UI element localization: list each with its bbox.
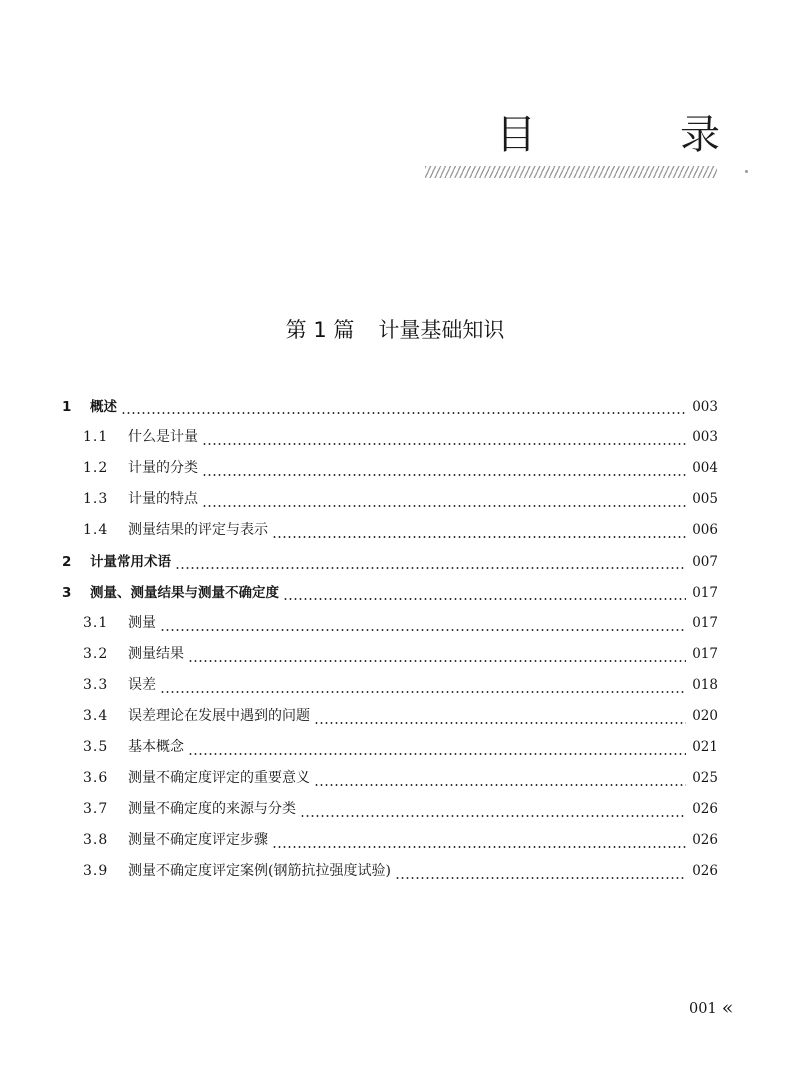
toc-entry-title: 测量、测量结果与测量不确定度 [90, 585, 279, 601]
toc-leader-dots [202, 505, 686, 507]
toc-entry-page: 018 [692, 677, 718, 693]
toc-leader-dots [188, 660, 686, 662]
toc-entry-page: 017 [692, 646, 718, 662]
toc-entry[interactable] [62, 488, 718, 519]
part-number: 第 1 篇 [285, 318, 355, 342]
toc-entry-number: 3.4 [83, 708, 109, 724]
toc-entry-page: 021 [692, 739, 718, 755]
toc-entry-title: 测量不确定度评定的重要意义 [128, 770, 310, 786]
toc-entry-page: 004 [692, 460, 718, 476]
toc-entry-page: 017 [692, 615, 718, 631]
toc-entry-page: 006 [692, 522, 718, 538]
toc-entry-title: 测量不确定度评定案例(钢筋抗拉强度试验) [128, 863, 391, 879]
toc-entry-title: 测量结果的评定与表示 [128, 522, 268, 538]
toc-leader-dots [314, 784, 686, 786]
toc-entry-title: 基本概念 [128, 739, 184, 755]
toc-leader-dots [300, 815, 686, 817]
toc-entry-page: 025 [692, 770, 718, 786]
toc-entry[interactable] [62, 736, 718, 767]
toc-list [62, 395, 718, 891]
toc-entry-title: 计量常用术语 [90, 554, 171, 570]
toc-entry[interactable] [62, 519, 718, 550]
toc-entry-page: 017 [692, 585, 718, 601]
toc-entry[interactable] [62, 550, 718, 581]
toc-entry[interactable] [62, 395, 718, 426]
toc-entry[interactable] [62, 860, 718, 891]
toc-entry-title: 什么是计量 [128, 429, 198, 445]
toc-leader-dots [314, 722, 686, 724]
toc-leader-dots [121, 412, 686, 414]
toc-entry[interactable] [62, 798, 718, 829]
toc-entry-title: 计量的特点 [128, 491, 198, 507]
toc-entry-page: 026 [692, 801, 718, 817]
title-dot-decoration [745, 170, 748, 173]
toc-entry-number: 3.5 [83, 739, 109, 755]
toc-entry-title: 误差 [128, 677, 156, 693]
toc-leader-dots [202, 443, 686, 445]
page-folio [689, 996, 733, 1018]
toc-entry-title: 概述 [90, 399, 117, 415]
toc-entry[interactable] [62, 643, 718, 674]
toc-entry-number: 3.8 [83, 832, 109, 848]
toc-leader-dots [160, 691, 686, 693]
toc-entry[interactable] [62, 426, 718, 457]
toc-entry-number: 3.9 [83, 863, 109, 879]
toc-entry-number: 3.2 [83, 646, 109, 662]
part-heading [0, 314, 790, 344]
toc-entry-number: 1 [62, 399, 72, 415]
toc-entry-page: 005 [692, 491, 718, 507]
part-title: 计量基础知识 [378, 318, 505, 342]
toc-entry-number: 3.7 [83, 801, 109, 817]
toc-entry[interactable] [62, 767, 718, 798]
toc-entry-number: 3.6 [83, 770, 109, 786]
toc-entry-number: 2 [62, 554, 72, 570]
toc-leader-dots [188, 753, 686, 755]
toc-entry-title: 计量的分类 [128, 460, 198, 476]
toc-entry-title: 测量不确定度的来源与分类 [128, 801, 296, 817]
toc-leader-dots [395, 877, 686, 879]
toc-entry-number: 3 [62, 585, 72, 601]
toc-entry-number: 3.1 [83, 615, 109, 631]
toc-entry-page: 026 [692, 832, 718, 848]
toc-entry-number: 1.3 [83, 491, 109, 507]
toc-entry-number: 1.4 [83, 522, 109, 538]
toc-leader-dots [160, 629, 686, 631]
toc-entry-page: 003 [692, 429, 718, 445]
toc-entry-number: 1.2 [83, 460, 109, 476]
page-number: 001 [689, 1001, 717, 1017]
toc-entry-number: 1.1 [83, 429, 109, 445]
toc-entry-page: 007 [692, 554, 718, 570]
toc-entry[interactable] [62, 612, 718, 643]
title-hatch-decoration [425, 166, 717, 178]
toc-entry[interactable] [62, 674, 718, 705]
toc-leader-dots [283, 598, 686, 600]
toc-entry-page: 003 [692, 399, 718, 415]
toc-leader-dots [202, 474, 686, 476]
toc-entry-title: 测量 [128, 615, 156, 631]
double-chevron-left-icon: « [721, 997, 734, 1019]
toc-leader-dots [272, 846, 686, 848]
toc-entry-title: 测量不确定度评定步骤 [128, 832, 268, 848]
toc-entry[interactable] [62, 829, 718, 860]
toc-entry[interactable] [62, 457, 718, 488]
page-title: 目 录 [496, 112, 772, 158]
toc-entry[interactable] [62, 581, 718, 612]
toc-entry-number: 3.3 [83, 677, 109, 693]
toc-entry-page: 020 [692, 708, 718, 724]
toc-entry-title: 测量结果 [128, 646, 184, 662]
toc-entry-title: 误差理论在发展中遇到的问题 [128, 708, 310, 724]
toc-entry-page: 026 [692, 863, 718, 879]
toc-entry[interactable] [62, 705, 718, 736]
toc-leader-dots [272, 536, 686, 538]
toc-leader-dots [175, 567, 686, 569]
